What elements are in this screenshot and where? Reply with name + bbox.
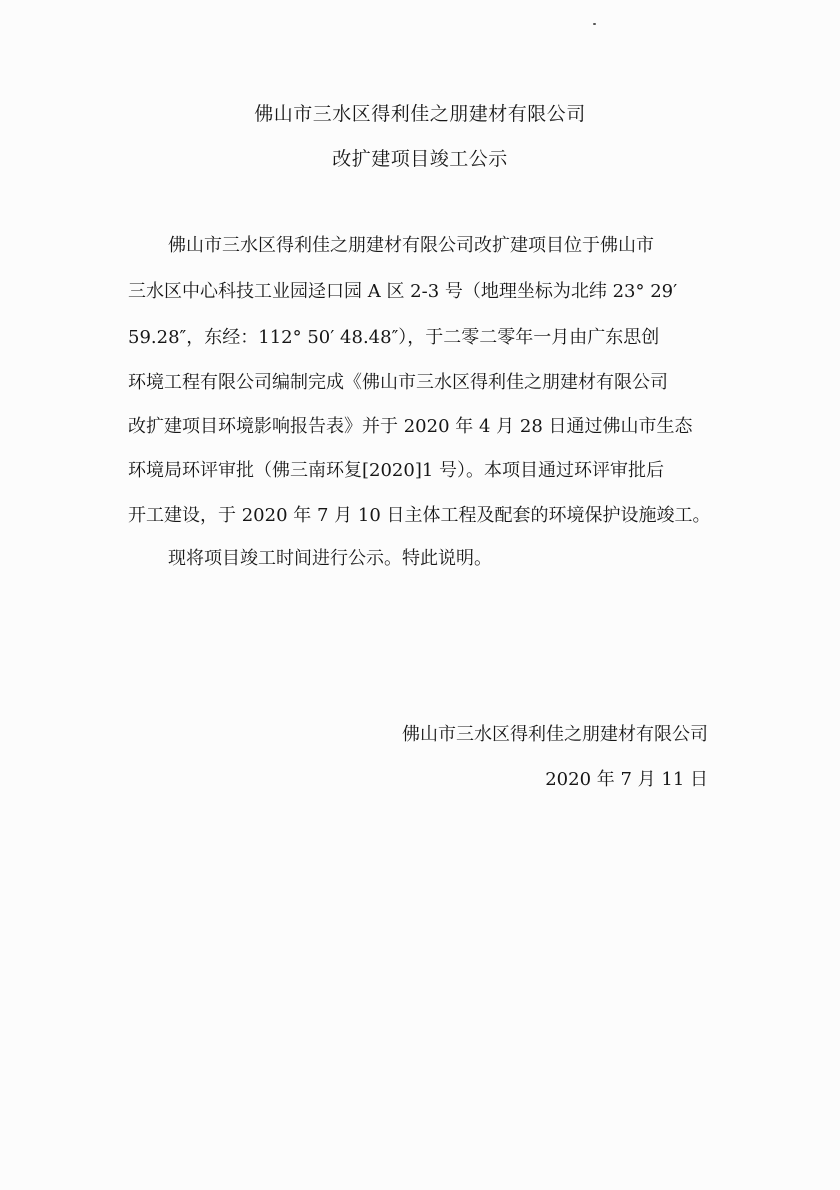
document-title: 佛山市三水区得利佳之朋建材有限公司	[254, 103, 586, 125]
body-line-1: 佛山市三水区得利佳之朋建材有限公司改扩建项目位于佛山市	[168, 235, 654, 256]
body-line-4: 环境工程有限公司编制完成《佛山市三水区得利佳之朋建材有限公司	[128, 372, 668, 393]
document-subtitle: 改扩建项目竣工公示	[332, 148, 508, 170]
body-line-7: 开工建设，于 2020 年 7 月 10 日主体工程及配套的环境保护设施竣工。	[128, 505, 711, 526]
body-line-6: 环境局环评审批（佛三南环复[2020]1 号）。本项目通过环评审批后	[128, 460, 665, 481]
closing-statement: 现将项目竣工时间进行公示。特此说明。	[168, 548, 492, 569]
signature-company: 佛山市三水区得利佳之朋建材有限公司	[402, 724, 708, 745]
body-line-3: 59.28″，东经：112° 50′ 48.48″），于二零二零年一月由广东思创	[128, 327, 660, 348]
signature-date: 2020 年 7 月 11 日	[545, 769, 708, 790]
scan-speck	[593, 23, 596, 25]
body-line-2: 三水区中心科技工业园迳口园 A 区 2-3 号（地理坐标为北纬 23° 29′	[128, 281, 678, 302]
body-line-5: 改扩建项目环境影响报告表》并于 2020 年 4 月 28 日通过佛山市生态	[128, 416, 693, 437]
